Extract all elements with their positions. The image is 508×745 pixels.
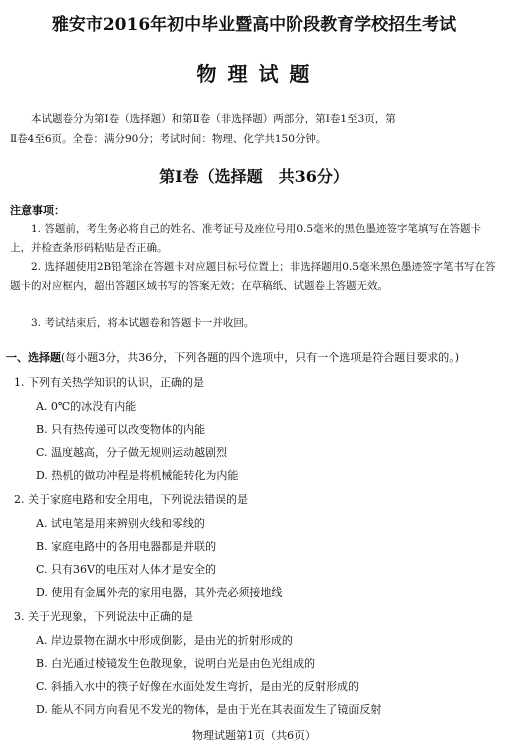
- answer-option: C. 斜插入水中的筷子好像在水面处发生弯折，是由光的反射形成的: [36, 680, 360, 693]
- answer-option: A. 0℃的冰没有内能: [36, 400, 137, 413]
- section-title: 第Ⅰ卷（选择题 共36分）: [159, 167, 349, 186]
- answer-option: B. 家庭电路中的各用电器都是并联的: [36, 540, 217, 553]
- intro-paragraph: [10, 109, 500, 149]
- question-stem: 3. 关于光现象，下列说法中正确的是: [14, 610, 193, 623]
- exam-title: 雅安市2016年初中毕业暨高中阶段教育学校招生考试: [51, 15, 457, 35]
- note-text: 3. 考试结束后，将本试题卷和答题卡一并收回。: [31, 317, 255, 329]
- answer-option: D. 使用有金属外壳的家用电器，其外壳必须接地线: [36, 586, 283, 599]
- note-item: [10, 220, 500, 258]
- answer-option: A. 岸边景物在湖水中形成倒影，是由光的折射形成的: [36, 634, 293, 647]
- intro-line: 本试题卷分为第Ⅰ卷（选择题）和第Ⅱ卷（非选择题）两部分，第Ⅰ卷1至3页，第: [31, 113, 396, 125]
- intro-line: Ⅱ卷4至6页。全卷：满分90分；考试时间：物理、化学共150分钟。: [10, 133, 327, 145]
- note-item: [10, 314, 500, 333]
- note-item: [10, 258, 500, 296]
- answer-option: B. 只有热传递可以改变物体的内能: [36, 423, 206, 436]
- notes-heading: 注意事项：: [10, 204, 65, 217]
- question-stem: 2. 关于家庭电路和安全用电，下列说法错误的是: [14, 493, 248, 506]
- part-heading: [6, 349, 459, 365]
- answer-option: A. 试电笔是用来辨别火线和零线的: [36, 517, 205, 530]
- part-instruction: (每小题3分，共36分，下列各题的四个选项中，只有一个选项是符合题目要求的。): [61, 351, 460, 364]
- answer-option: B. 白光通过棱镜发生色散现象，说明白光是由色光组成的: [36, 657, 316, 670]
- subject-title: 物 理 试 题: [196, 62, 312, 86]
- answer-option: D. 热机的做功冲程是将机械能转化为内能: [36, 469, 239, 482]
- answer-option: C. 温度越高，分子做无规则运动越剧烈: [36, 446, 228, 459]
- page-footer: 物理试题第1页（共6页）: [192, 729, 316, 742]
- answer-option: C. 只有36V的电压对人体才是安全的: [36, 563, 216, 576]
- question-stem: 1. 下列有关热学知识的认识，正确的是: [14, 376, 204, 389]
- note-text: 1. 答题前，考生务必将自己的姓名、准考证号及座位号用0.5毫米的黑色墨迹签字笔填写在答题卡上，并检查条形码粘贴是否正确。: [10, 223, 482, 254]
- note-text: 2. 选择题使用2B铅笔涂在答题卡对应题目标号位置上；非选择题用0.5毫米黑色墨迹签字笔书写在答题卡的对应框内，超出答题区域书写的答案无效；在草稿纸、试题卷上答题无效。: [10, 261, 496, 292]
- answer-option: D. 能从不同方向看见不发光的物体，是由于光在其表面发生了镜面反射: [36, 703, 382, 716]
- part-label: 一、选择题: [6, 351, 61, 364]
